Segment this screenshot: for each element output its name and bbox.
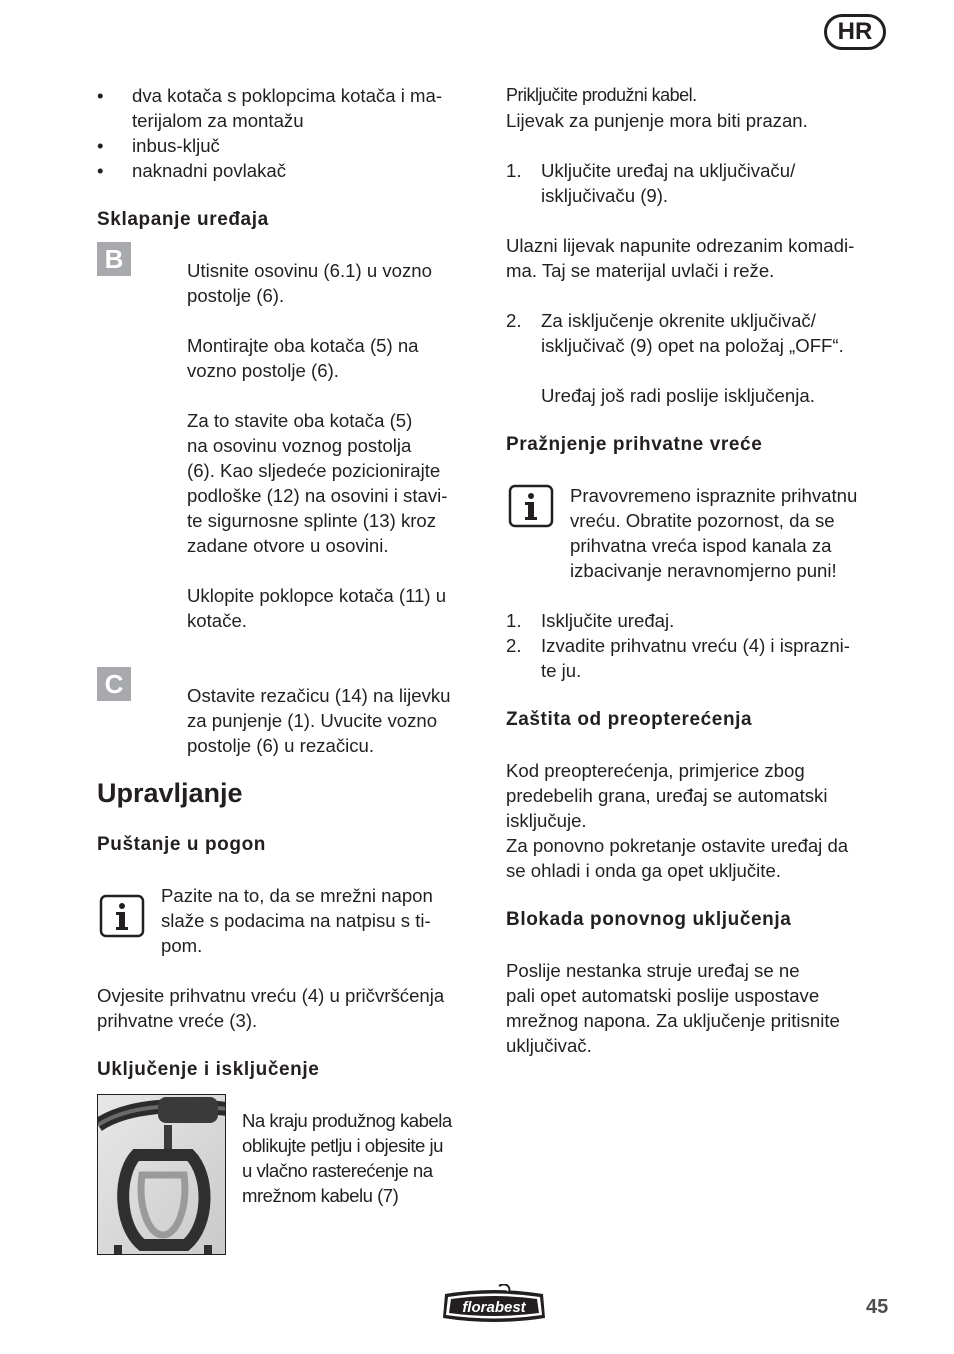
text-line: vozno postolje (6).	[187, 360, 339, 381]
figure-label-c: C	[97, 667, 131, 701]
step-number: 2.	[506, 310, 522, 331]
text-line: u vlačno rasterećenje na	[242, 1160, 433, 1181]
bullet-marker: •	[97, 85, 104, 106]
instruction-paragraph	[506, 758, 848, 883]
text-line: te ju.	[541, 660, 582, 681]
step-item	[541, 308, 844, 358]
text-line: podloške (12) na osovini i stavi-	[187, 485, 448, 506]
section-heading-overload: Zaštita od preopterećenja	[506, 709, 753, 730]
info-note	[161, 883, 433, 958]
bullet-marker: •	[97, 160, 104, 181]
step-item	[541, 158, 795, 208]
list-item-line: terijalom za montažu	[132, 110, 304, 131]
instruction-paragraph	[187, 408, 447, 558]
step-item	[541, 633, 850, 683]
text-line: Uključite uređaj na uključivaču/	[541, 160, 796, 181]
cable-loop-photo	[97, 1094, 226, 1255]
section-title-operation: Upravljanje	[97, 778, 243, 808]
text-line: Ulazni lijevak napunite odrezanim komadi-	[506, 235, 855, 256]
text-line: (6). Kao sljedeće pozicionirajte	[187, 460, 441, 481]
text-line: postolje (6).	[187, 285, 285, 306]
section-heading-restart-lock: Blokada ponovnog uključenja	[506, 909, 792, 930]
list-item: inbus-ključ	[132, 135, 220, 156]
text-line: Pravovremeno ispraznite prihvatnu	[570, 485, 858, 506]
text-line: vreću. Obratite pozornost, da se	[570, 510, 835, 531]
text-line: Na kraju produžnog kabela	[242, 1110, 452, 1131]
instruction-paragraph	[187, 333, 419, 383]
instruction-paragraph	[187, 258, 432, 308]
text-line: Ovjesite prihvatnu vreću (4) u pričvršćenja	[97, 985, 445, 1006]
instruction-paragraph	[506, 233, 854, 283]
step-number: 1.	[506, 160, 522, 181]
text-line: Uređaj još radi poslije isključenja.	[541, 385, 815, 406]
step-number: 2.	[506, 635, 522, 656]
text-line: kotače.	[187, 610, 247, 631]
text-line: isključuje.	[506, 810, 587, 831]
text-line: postolje (6) u rezačicu.	[187, 735, 375, 756]
text-line: Za ponovno pokretanje ostavite uređaj da	[506, 835, 849, 856]
text-line: Lijevak za punjenje mora biti prazan.	[506, 110, 808, 131]
text-line: slaže s podacima na natpisu s ti-	[161, 910, 431, 931]
text-line: predebelih grana, uređaj se automatski	[506, 785, 828, 806]
florabest-logo	[439, 1284, 549, 1326]
figure-label-b: B	[97, 242, 131, 276]
text-line: Utisnite osovinu (6.1) u vozno	[187, 260, 432, 281]
text-line: mrežnog napona. Za uključenje pritisnite	[506, 1010, 840, 1031]
text-line: za punjenje (1). Uvucite vozno	[187, 710, 438, 731]
text-line: pali opet automatski poslije uspostave	[506, 985, 820, 1006]
text-line: izbacivanje neravnomjerno puni!	[570, 560, 837, 581]
step-item: Isključite uređaj.	[541, 610, 675, 631]
cable-instruction	[242, 1108, 452, 1208]
text-line: ma. Taj se materijal uvlači i reže.	[506, 260, 775, 281]
list-item: naknadni povlakač	[132, 160, 287, 181]
text-line: Za to stavite oba kotača (5)	[187, 410, 413, 431]
section-heading-startup: Puštanje u pogon	[97, 834, 266, 855]
section-heading-emptying: Pražnjenje prihvatne vreće	[506, 434, 763, 455]
text-line: prihvatne vreće (3).	[97, 1010, 258, 1031]
text-line: Montirajte oba kotača (5) na	[187, 335, 419, 356]
text-line: Izvadite prihvatnu vreću (4) i isprazni-	[541, 635, 850, 656]
text-line: pom.	[161, 935, 203, 956]
info-icon	[508, 484, 554, 528]
cable-loop-illustration	[98, 1095, 226, 1255]
text-line: Uklopite poklopce kotača (11) u	[187, 585, 447, 606]
section-heading-switch: Uključenje i isključenje	[97, 1059, 320, 1080]
text-line: isključivaču (9).	[541, 185, 669, 206]
text-line: uključivač.	[506, 1035, 592, 1056]
bullet-marker: •	[97, 135, 104, 156]
text-line: Za isključenje okrenite uključivač/	[541, 310, 816, 331]
instruction-paragraph	[187, 583, 446, 633]
instruction-paragraph	[506, 958, 840, 1058]
text-line: zadane otvore u osovini.	[187, 535, 389, 556]
list-item-line: dva kotača s poklopcima kotača i ma-	[132, 85, 443, 106]
language-badge: HR	[824, 14, 886, 50]
text-line: oblikujte petlju i objesite ju	[242, 1135, 444, 1156]
section-heading-assembly: Sklapanje uređaja	[97, 209, 269, 230]
text-line: te sigurnosne splinte (13) kroz	[187, 510, 437, 531]
list-item	[132, 83, 442, 133]
text-line: Poslije nestanka struje uređaj se ne	[506, 960, 800, 981]
page-number: 45	[866, 1296, 889, 1318]
text-line: isključivač (9) opet na položaj „OFF“.	[541, 335, 844, 356]
text-line: Ostavite rezačicu (14) na lijevku	[187, 685, 451, 706]
text-line: Priključite produžni kabel.	[506, 85, 697, 105]
info-icon	[99, 894, 145, 938]
step-number: 1.	[506, 610, 522, 631]
text-line: prihvatna vreća ispod kanala za	[570, 535, 832, 556]
text-line: Pazite na to, da se mrežni napon	[161, 885, 433, 906]
instruction-paragraph	[187, 683, 451, 758]
instruction-paragraph	[97, 983, 444, 1033]
text-line: se ohladi i onda ga opet uključite.	[506, 860, 781, 881]
text-line: Kod preopterećenja, primjerice zbog	[506, 760, 805, 781]
logo-text: florabest	[462, 1299, 526, 1316]
text-line: mrežnom kabelu (7)	[242, 1185, 399, 1206]
text-line: na osovinu voznog postolja	[187, 435, 412, 456]
info-note	[570, 483, 857, 583]
